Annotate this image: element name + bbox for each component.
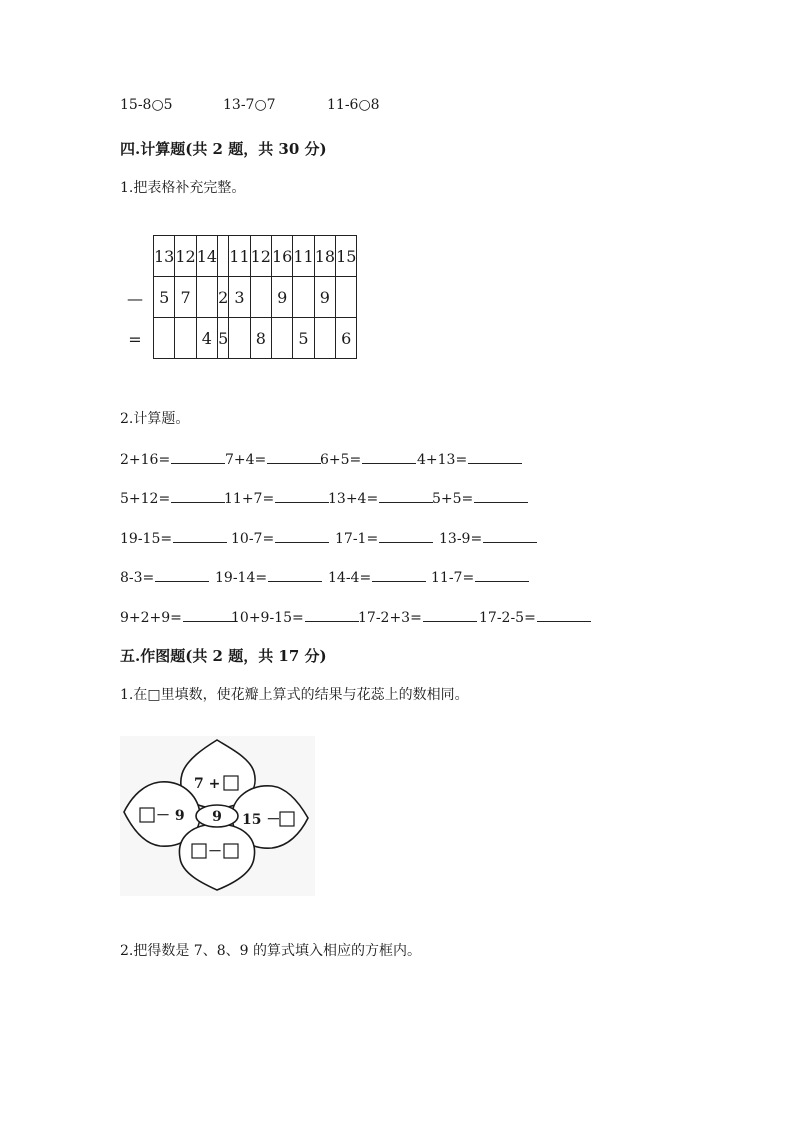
table-cell: 15 <box>336 236 357 277</box>
table-cell: 9 <box>271 277 292 318</box>
answer-box[interactable] <box>192 844 206 858</box>
compare-item: 13-7○7 <box>223 97 276 113</box>
table-cell: 5 <box>218 318 229 359</box>
bottom-petal-expr: － <box>208 844 222 860</box>
answer-blank[interactable] <box>275 488 329 503</box>
table-row <box>154 277 357 318</box>
table-cell: 14 <box>196 236 217 277</box>
calc-expression: 17-2-5= <box>479 610 536 626</box>
calc-expression: 11-7= <box>431 570 475 586</box>
calc-item <box>120 449 225 468</box>
answer-blank[interactable] <box>475 567 529 582</box>
table-row <box>154 318 357 359</box>
calc-item <box>335 528 433 547</box>
table-cell: 12 <box>250 236 271 277</box>
compare-item: 11-6○8 <box>327 97 380 113</box>
side-label-equals: = <box>128 330 142 349</box>
answer-blank[interactable] <box>379 488 433 503</box>
table-cell: 13 <box>154 236 175 277</box>
table-cell: 12 <box>175 236 196 277</box>
table-cell <box>271 318 292 359</box>
calc-expression: 6+5= <box>320 452 362 468</box>
calc-expression: 10+9-15= <box>231 610 304 626</box>
section-4-heading: 四.计算题(共 2 题，共 30 分) <box>120 140 327 158</box>
answer-blank[interactable] <box>183 607 237 622</box>
answer-blank[interactable] <box>362 449 416 464</box>
calc-expression: 13-9= <box>439 531 483 547</box>
calc-expression: 4+13= <box>417 452 468 468</box>
table-cell <box>196 277 217 318</box>
table-cell: 8 <box>250 318 271 359</box>
table-cell <box>175 318 196 359</box>
calc-expression: 8-3= <box>120 570 155 586</box>
calc-item <box>120 528 227 547</box>
calc-item <box>120 488 225 507</box>
calc-item <box>431 567 529 586</box>
answer-blank[interactable] <box>275 528 329 543</box>
calc-expression: 5+12= <box>120 491 171 507</box>
table-cell: 2 <box>218 277 229 318</box>
table-cell <box>336 277 357 318</box>
calc-expression: 10-7= <box>231 531 275 547</box>
calc-item <box>439 528 537 547</box>
answer-blank[interactable] <box>423 607 477 622</box>
table-cell <box>229 318 250 359</box>
calc-expression: 17-2+3= <box>358 610 422 626</box>
calc-item <box>320 449 416 468</box>
table-cell <box>314 318 335 359</box>
answer-blank[interactable] <box>483 528 537 543</box>
answer-blank[interactable] <box>468 449 522 464</box>
top-petal-expr: 7 + <box>194 776 221 792</box>
answer-blank[interactable] <box>155 567 209 582</box>
answer-blank[interactable] <box>267 449 321 464</box>
calc-item <box>328 488 433 507</box>
table-cell: 9 <box>314 277 335 318</box>
calc-expression: 14-4= <box>328 570 372 586</box>
table-cell: 18 <box>314 236 335 277</box>
calc-item <box>358 607 477 626</box>
answer-blank[interactable] <box>372 567 426 582</box>
calc-expression: 17-1= <box>335 531 379 547</box>
answer-blank[interactable] <box>537 607 591 622</box>
table-cell: 11 <box>229 236 250 277</box>
table-cell: 11 <box>293 236 314 277</box>
answer-blank[interactable] <box>268 567 322 582</box>
table-cell <box>250 277 271 318</box>
calc-item <box>479 607 591 626</box>
compare-item: 15-8○5 <box>120 97 173 113</box>
answer-box[interactable] <box>280 812 294 826</box>
right-petal-expr: 15 － <box>242 812 281 828</box>
calc-expression: 19-15= <box>120 531 173 547</box>
table-cell: 5 <box>154 277 175 318</box>
answer-box[interactable] <box>140 808 154 822</box>
answer-box[interactable] <box>224 844 238 858</box>
calc-item <box>417 449 522 468</box>
answer-blank[interactable] <box>173 528 227 543</box>
calc-expression: 7+4= <box>225 452 267 468</box>
table-row <box>154 236 357 277</box>
question-5-2: 2.把得数是 7、8、9 的算式填入相应的方框内。 <box>120 943 421 959</box>
answer-blank[interactable] <box>171 449 225 464</box>
answer-blank[interactable] <box>379 528 433 543</box>
table-cell: 5 <box>293 318 314 359</box>
table-cell: 16 <box>271 236 292 277</box>
calc-item <box>231 528 329 547</box>
table-cell: 3 <box>229 277 250 318</box>
answer-blank[interactable] <box>171 488 225 503</box>
calc-expression: 5+5= <box>432 491 474 507</box>
number-grid <box>153 235 357 359</box>
answer-box[interactable] <box>224 776 238 790</box>
calc-item <box>225 449 321 468</box>
calc-item <box>328 567 426 586</box>
table-cell: 7 <box>175 277 196 318</box>
question-4-2: 2.计算题。 <box>120 411 190 427</box>
table-cell: 4 <box>196 318 217 359</box>
question-4-1: 1.把表格补充完整。 <box>120 180 246 196</box>
answer-blank[interactable] <box>474 488 528 503</box>
calc-expression: 9+2+9= <box>120 610 182 626</box>
calc-item <box>215 567 322 586</box>
calc-expression: 11+7= <box>224 491 275 507</box>
section-5-heading: 五.作图题(共 2 题，共 17 分) <box>120 647 327 665</box>
flower-svg <box>120 736 315 896</box>
table-cell <box>218 236 229 277</box>
calc-expression: 19-14= <box>215 570 268 586</box>
answer-blank[interactable] <box>305 607 359 622</box>
side-label-minus: — <box>127 289 143 308</box>
flower-figure <box>120 736 315 896</box>
calc-item <box>224 488 329 507</box>
calc-item <box>120 607 237 626</box>
calc-expression: 13+4= <box>328 491 379 507</box>
table-cell <box>293 277 314 318</box>
question-5-1: 1.在□里填数，使花瓣上算式的结果与花蕊上的数相同。 <box>120 687 469 703</box>
calc-item <box>120 567 209 586</box>
table-cell: 6 <box>336 318 357 359</box>
left-petal-expr: － 9 <box>156 808 185 824</box>
calc-item <box>231 607 359 626</box>
calc-item <box>432 488 528 507</box>
calc-expression: 2+16= <box>120 452 171 468</box>
table-cell <box>154 318 175 359</box>
center-number: 9 <box>212 809 222 825</box>
